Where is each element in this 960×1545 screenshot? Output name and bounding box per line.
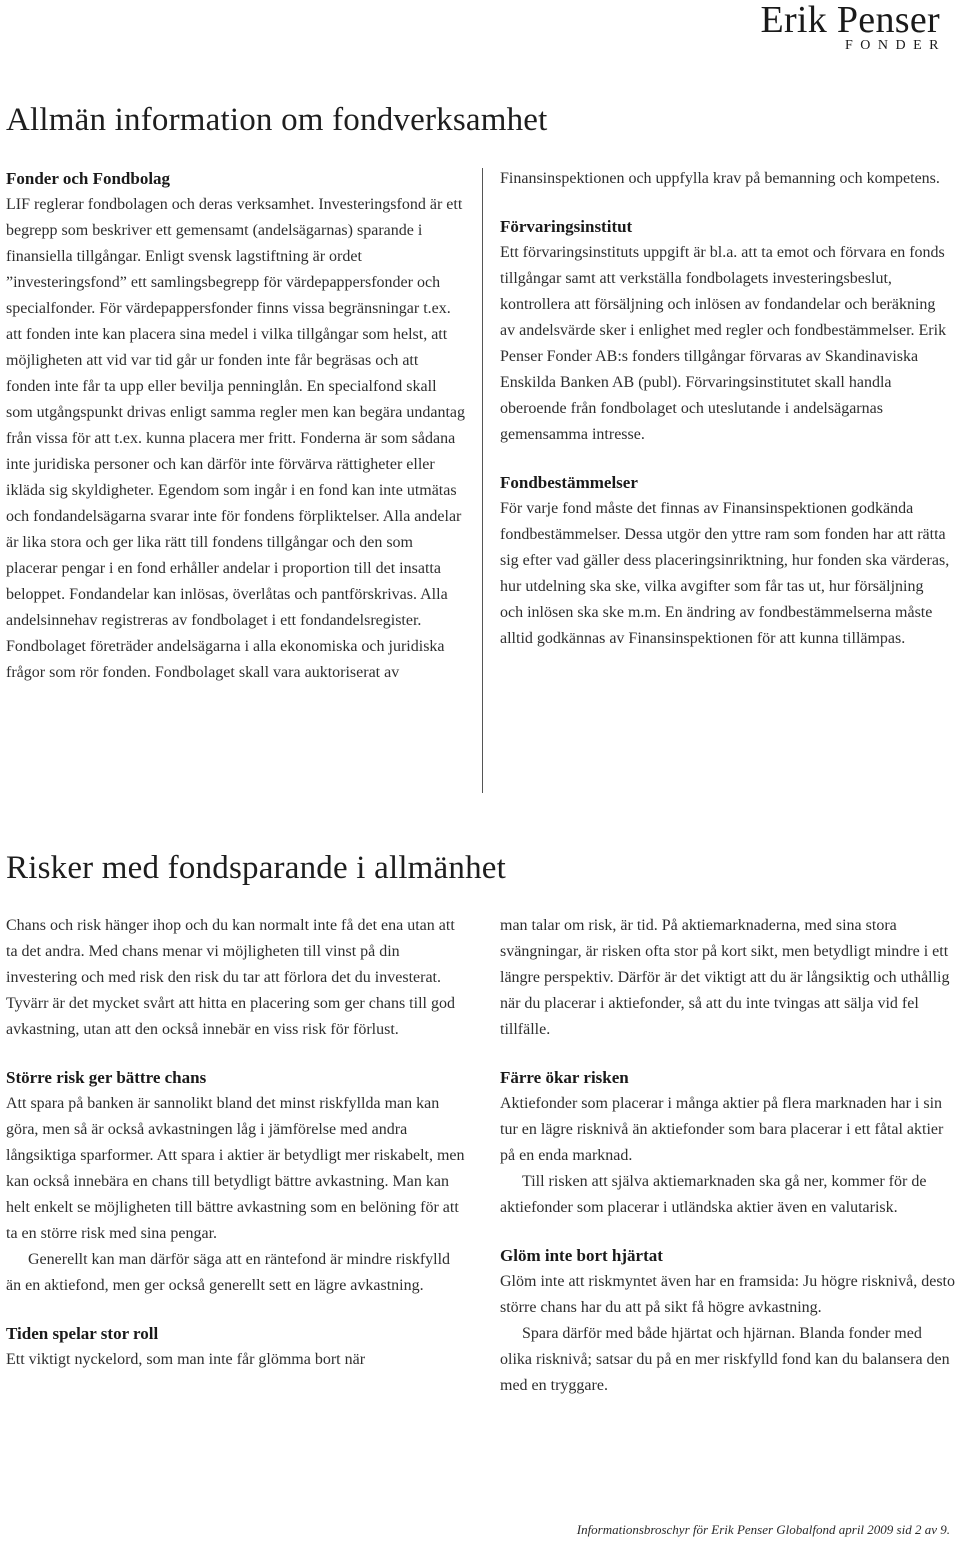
page-footer: Informationsbroschyr för Erik Penser Globalfond april 2009 sid 2 av 9.: [576, 1522, 950, 1537]
section1-right-body1: Ett förvaringsinstituts uppgift är bl.a. att ta emot och förvara en fonds tillgångar samt att verkställa fondbolagets investeringsbeslut, kontrollera att försäljning och inlösen av fondandelar och beräkning av andelsvärde sker i enlighet med regler och fondbestämmelser. Erik Penser Fonder AB:s fonders tillgångar förvaras av Skandinaviska Enskilda Banken AB (publ). Förvaringsinstitutet skall handla oberoende från fondbolaget och uteslutande i andelsägarnas gemensamma intresse.: [500, 244, 947, 443]
section2-title: Risker med fondsparande i allmänhet: [6, 850, 507, 886]
section1-right-heading1: Förvaringsinstitut: [500, 217, 633, 236]
section2-right-body2a: Glöm inte att riskmyntet även har en framsida: Ju högre risknivå, desto större chans har du att på sikt få högre avkastning.: [500, 1273, 955, 1316]
section1-right-body2: För varje fond måste det finnas av Finansinspektionen godkända fondbestämmelser. Dessa utgör den yttre ram som fonden har att rätta sig efter vad gäller dess placeringsinriktning, hur fonden ska värderas, hur utdelning ska ske, vilka avgifter som får tas ut, hur försäljning och inlösen ska ske m.m. En ändring av fondbestämmelserna måste alltid godkännas av Finansinspektionen för att kunna tillämpas.: [500, 500, 950, 647]
section2-left-body1b: Generellt kan man därför säga att en räntefond är mindre riskfylld än en aktiefond, men ger också generellt sett en lägre avkastning.: [6, 1251, 451, 1294]
section2-left-body2: Ett viktigt nyckelord, som man inte får glömma bort när: [6, 1351, 366, 1368]
section1-left-column: [6, 166, 466, 686]
section2-left-body1a: Att spara på banken är sannolikt bland det minst riskfyllda man kan göra, men så är också avkastningen låg i jämförelse med andra långsiktiga sparformer. Att spara i aktier är betydligt mer riskabelt, men kan också innebära en chans till betydligt bättre avkastning. Man kan helt enkelt se möjligheten till bättre avkastning som en belöning för att ta en större risk med sina pengar.: [6, 1095, 465, 1242]
section2-right-intro: man talar om risk, är tid. På aktiemarknaderna, med sina stora svängningar, är risken ofta stor på kort sikt, men betydligt mindre i ett längre perspektiv. Därför är det viktigt att du är långsiktig och uthållig när du placerar i aktiefonder, så att du inte tvingas att sälja vid fel tillfälle.: [500, 917, 950, 1038]
section2-left-heading1: Större risk ger bättre chans: [6, 1068, 207, 1087]
section2-right-body2b: Spara därför med både hjärtat och hjärnan. Blanda fonder med olika risknivå; satsar du på en mer riskfylld fond kan du balansera den med en tryggare.: [500, 1325, 950, 1394]
section1-left-heading: Fonder och Fondbolag: [6, 169, 171, 188]
section1-right-intro: Finansinspektionen och uppfylla krav på bemanning och kompetens.: [500, 170, 940, 187]
logo-name: Erik Penser: [760, 0, 940, 41]
section1-right-column: [500, 166, 950, 652]
section2-left-column: [6, 913, 466, 1373]
column-divider: [482, 168, 483, 793]
section2-right-body1b: Till risken att själva aktiemarknaden ska gå ner, kommer för de aktiefonder som placerar i utländska aktier även en valutarisk.: [500, 1173, 927, 1216]
section1-left-body: LIF reglerar fondbolagen och deras verksamhet. Investeringsfond är ett begrepp som beskriver ett gemensamt (andelsägarnas) sparande i finansiella tillgångar. Enligt svensk lagstiftning är ordet ”investeringsfond” ett samlingsbegrepp för värdepappersfonder och specialfonder. För värdepappersfonder finns vissa begränsningar t.ex. att fonden inte kan placera sina medel i vilka tillgångar som helst, att möjligheten att vid var tid går ur fonden inte får begräsas och att fonden inte får ta upp eller bevilja penninglån. En specialfond skall som utgångspunkt drivas enligt samma regler men kan begära undantag från vissa för att t.ex. kunna placera mer fritt. Fonderna är som sådana inte juridiska personer och kan därför inte förvärva rättigheter eller ikläda sig skyldigheter. Egendom som ingår i en fond kan inte utmätas och fondandelsägarna svarar inte för fondens förpliktelser. Alla andelar är lika stora och ger lika rätt till fondens tillgångar och den som placerar pengar i en fond erhåller andelar i proportion till det insatta beloppet. Fondandelar kan inlösas, överlåtas och pantförskrivas. Alla andelsinnehav registreras av fondbolaget i ett fondandelsregister. Fondbolaget företräder andelsägarna i alla ekonomiska och juridiska frågor som rör fonden. Fondbolaget skall vara auktoriserat av: [6, 196, 465, 681]
section2-right-column: [500, 913, 955, 1399]
logo-subtitle: FONDER: [844, 38, 946, 53]
section1-right-heading2: Fondbestämmelser: [500, 473, 638, 492]
section1-title: Allmän information om fondverksamhet: [6, 102, 548, 138]
section2-left-heading2: Tiden spelar stor roll: [6, 1324, 159, 1343]
section2-right-heading1: Färre ökar risken: [500, 1068, 629, 1087]
section2-right-body1a: Aktiefonder som placerar i många aktier på flera marknaden har i sin tur en lägre risknivå än aktiefonder som bara placerar i ett fåtal aktier på en enda marknad.: [500, 1095, 944, 1164]
logo: [760, 0, 946, 54]
section2-right-heading2: Glöm inte bort hjärtat: [500, 1246, 663, 1265]
section2-left-intro: Chans och risk hänger ihop och du kan normalt inte få det ena utan att ta det andra. Med chans menar vi möjligheten till vinst på din investering och med risk den risk du tar att förlora det du investerat. Tyvärr är det mycket svårt att hitta en placering som ger chans till god avkastning, utan att den också innebär en viss risk för förlust.: [6, 917, 455, 1038]
